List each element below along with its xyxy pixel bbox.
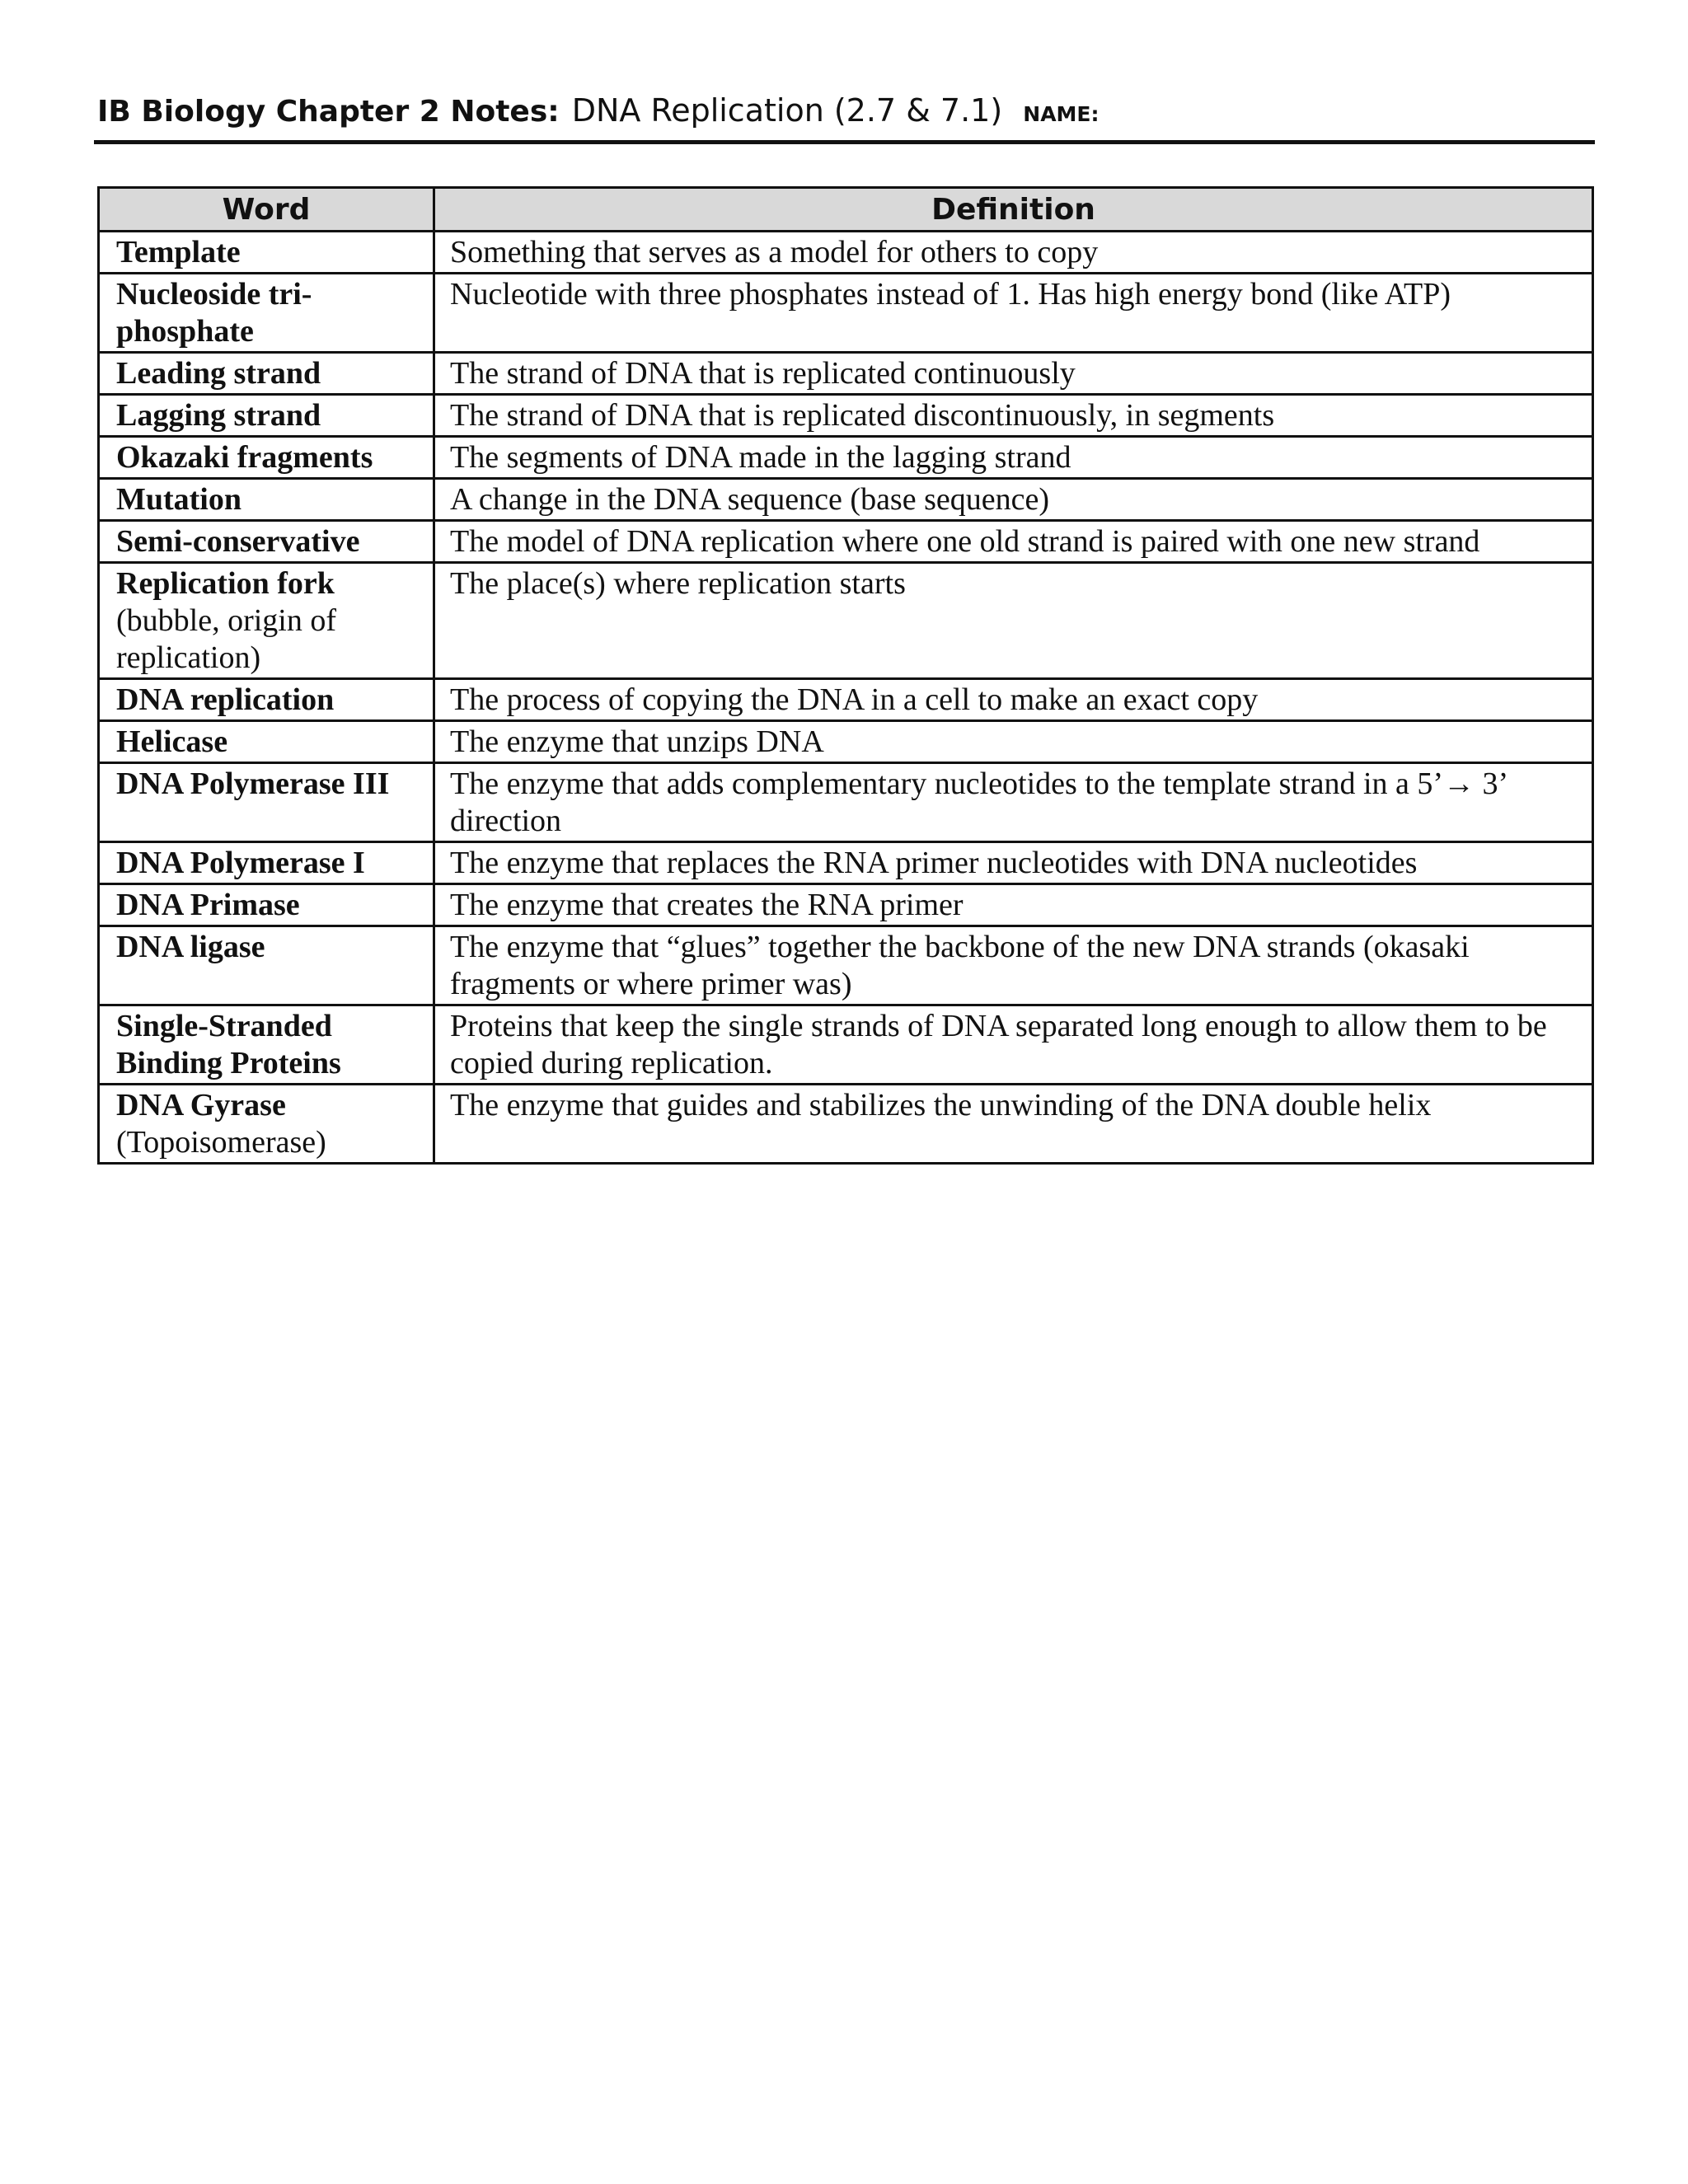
term-note: (bubble, origin of replication) (116, 603, 337, 675)
definition-cell: The enzyme that unzips DNA (434, 721, 1593, 763)
term-cell (99, 353, 434, 395)
term-note: (Topoisomerase) (116, 1125, 326, 1160)
column-header-word: Word (99, 188, 434, 232)
term: Single-Stranded Binding Proteins (116, 1009, 341, 1080)
table-header-row (99, 188, 1593, 232)
definition-cell: Something that serves as a model for others to copy (434, 232, 1593, 274)
term-cell (99, 1085, 434, 1164)
definition-cell: The enzyme that guides and stabilizes the unwinding of the DNA double helix (434, 1085, 1593, 1164)
term-cell (99, 563, 434, 679)
vocabulary-table (97, 186, 1594, 1165)
term: Semi-conservative (116, 524, 360, 559)
definition-cell: The enzyme that replaces the RNA primer nucleotides with DNA nucleotides (434, 842, 1593, 884)
term: Nucleoside tri-phosphate (116, 277, 312, 349)
definition-cell: The model of DNA replication where one old strand is paired with one new strand (434, 521, 1593, 563)
definition-cell: The process of copying the DNA in a cell to make an exact copy (434, 679, 1593, 721)
definition-cell: Nucleotide with three phosphates instead of 1. Has high energy bond (like ATP) (434, 274, 1593, 353)
term: DNA Primase (116, 888, 300, 922)
table-row (99, 353, 1593, 395)
page-title: IB Biology Chapter 2 Notes: (97, 95, 560, 129)
term-cell (99, 926, 434, 1005)
term: Lagging strand (116, 398, 321, 433)
term: Helicase (116, 724, 228, 759)
term: Replication fork (116, 566, 335, 601)
definition-cell: The place(s) where replication starts (434, 563, 1593, 679)
table-row (99, 395, 1593, 437)
term-cell (99, 479, 434, 521)
term-cell (99, 842, 434, 884)
term: Leading strand (116, 356, 321, 391)
table-row (99, 763, 1593, 842)
definition-cell: The enzyme that creates the RNA primer (434, 884, 1593, 926)
definition-cell: The enzyme that “glues” together the backbone of the new DNA strands (okasaki fragments or where primer was) (434, 926, 1593, 1005)
definition-cell: The segments of DNA made in the lagging strand (434, 437, 1593, 479)
term: DNA Polymerase I (116, 846, 365, 880)
table-row (99, 437, 1593, 479)
term: DNA ligase (116, 930, 265, 964)
term: Okazaki fragments (116, 440, 373, 475)
term: DNA replication (116, 682, 335, 717)
table-row (99, 563, 1593, 679)
table-row (99, 926, 1593, 1005)
table-row (99, 479, 1593, 521)
header-divider (94, 140, 1595, 144)
term-cell (99, 437, 434, 479)
page-subtitle: DNA Replication (2.7 & 7.1) (571, 92, 1003, 129)
table-row (99, 1005, 1593, 1085)
term-cell (99, 521, 434, 563)
table-row (99, 274, 1593, 353)
term-cell (99, 721, 434, 763)
table-row (99, 679, 1593, 721)
table-row (99, 842, 1593, 884)
table-row (99, 232, 1593, 274)
column-header-definition: Definition (434, 188, 1593, 232)
definition-cell: A change in the DNA sequence (base sequence) (434, 479, 1593, 521)
term: Template (116, 235, 241, 269)
term: DNA Gyrase (116, 1088, 286, 1122)
term-cell (99, 395, 434, 437)
term-cell (99, 679, 434, 721)
definition-cell: Proteins that keep the single strands of DNA separated long enough to allow them to be copied during replication. (434, 1005, 1593, 1085)
table-row (99, 1085, 1593, 1164)
term: DNA Polymerase III (116, 766, 390, 801)
definition-cell: The strand of DNA that is replicated continuously (434, 353, 1593, 395)
definition-cell: The enzyme that adds complementary nucleotides to the template strand in a 5’→ 3’ direction (434, 763, 1593, 842)
definition-cell: The strand of DNA that is replicated discontinuously, in segments (434, 395, 1593, 437)
table-row (99, 521, 1593, 563)
table-row (99, 721, 1593, 763)
page-header (97, 92, 1593, 142)
term-cell (99, 1005, 434, 1085)
term-cell (99, 763, 434, 842)
table-row (99, 884, 1593, 926)
term: Mutation (116, 482, 241, 517)
name-label: NAME: (1023, 102, 1100, 126)
term-cell (99, 232, 434, 274)
term-cell (99, 274, 434, 353)
term-cell (99, 884, 434, 926)
